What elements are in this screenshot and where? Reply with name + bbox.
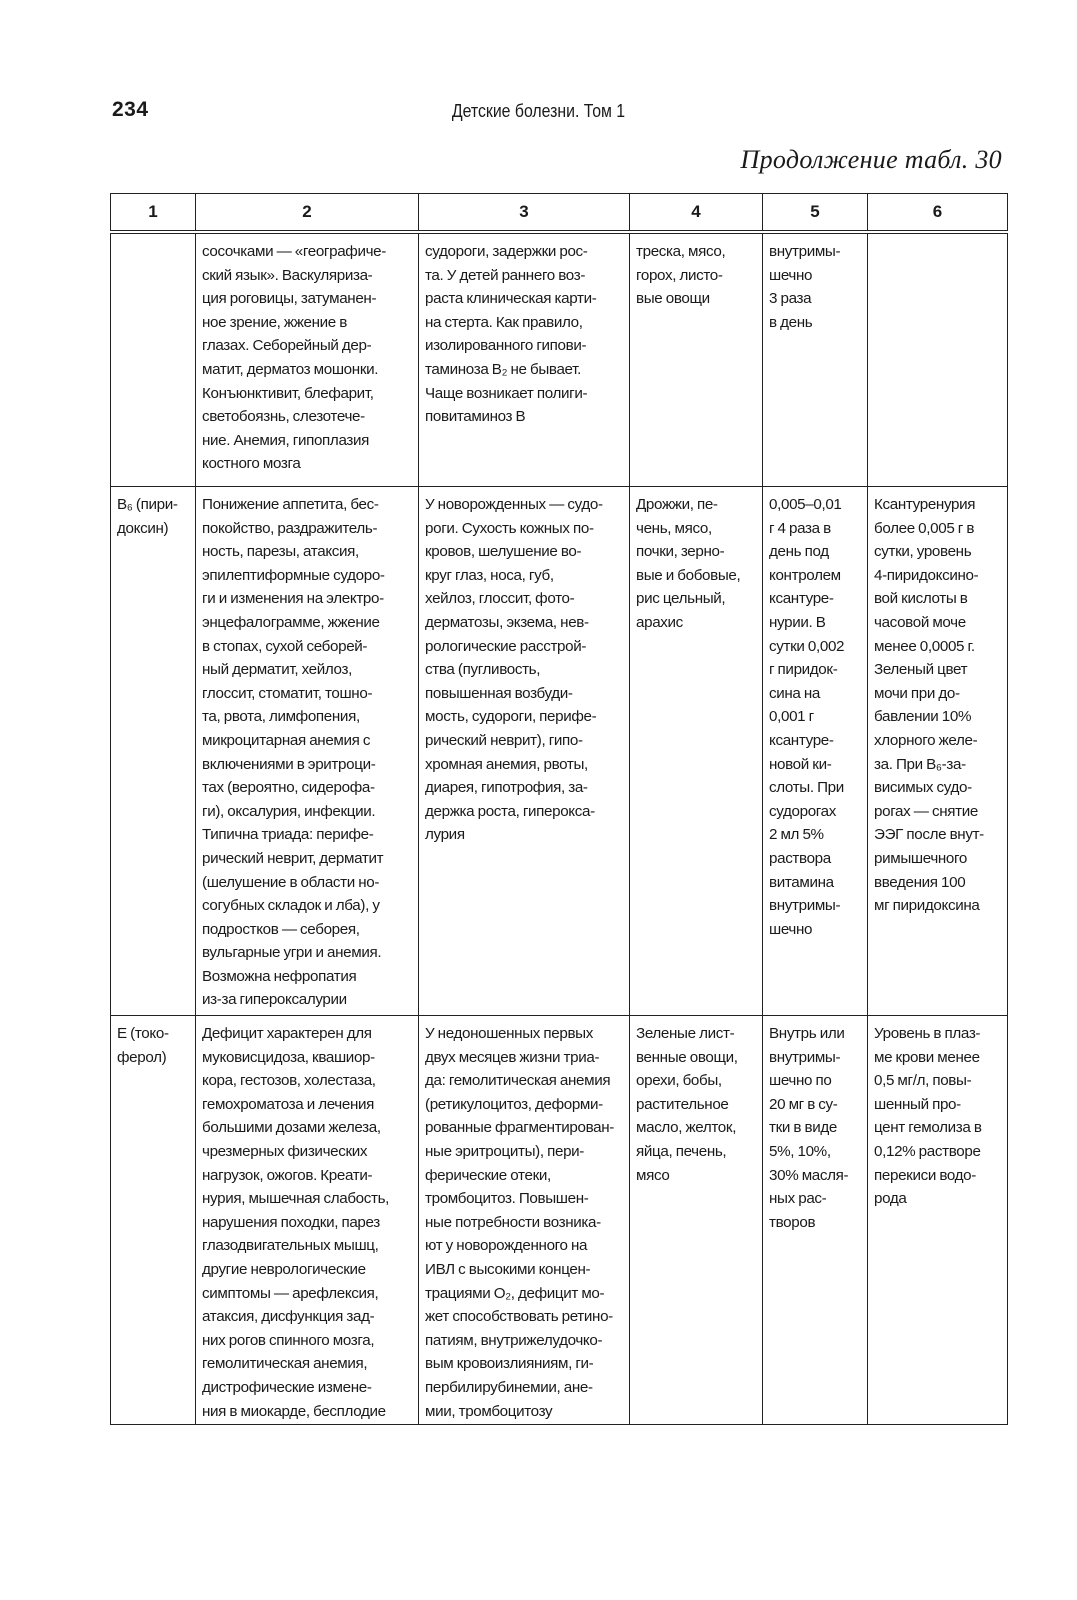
column-header-6: 6 bbox=[868, 194, 1008, 233]
column-header-1: 1 bbox=[111, 194, 196, 233]
column-header-5: 5 bbox=[763, 194, 868, 233]
table-row bbox=[111, 232, 1008, 487]
cell-text: У новорожденных — судо- роги. Сухость кожных по- кровов, шелушение во- круг глаз, носа, губ, хейлоз, глоссит, фото- дерматозы, экзема, нев- рологические расстрой- ства (пугливость, повышенная возбуди- мость, судороги, перифе- рический неврит), гипо- хромная анемия, рвоты, диарея, гипотрофия, за- держка роста, гипероксa- лурия bbox=[425, 496, 603, 844]
table-header-row bbox=[111, 194, 1008, 233]
table-row bbox=[111, 487, 1008, 1016]
cell-text: Дрожжи, пе- чень, мясо, почки, зерно- вые и бобовые, рис цельный, арахис bbox=[636, 496, 741, 631]
cell-text: судороги, задержки рос- та. У детей раннего воз- раста клиническая карти- на стерта. Как правило, изолированного гипови- таминоза B₂ не бывает. Чаще возникает полиги- повитаминоз B bbox=[425, 243, 597, 426]
cell-text: сосочками — «географиче- ский язык». Васкуляриза- ция роговицы, затуманен- ное зрение, жжение в глазах. Себорейный дер- матит, дерматоз мошонки. Конъюнктивит, блефарит, светобоязнь, слезотече- ние. Анемия, гипоплазия костного мозга bbox=[202, 243, 386, 473]
cell-text: Уровень в плаз- ме крови менее 0,5 мг/л, повы- шенный про- цент гемолиза в 0,12% растворе перекиси водо- рода bbox=[874, 1025, 982, 1208]
cell-text: треска, мясо, горох, листо- вые овощи bbox=[636, 243, 726, 308]
cell-sources bbox=[630, 487, 763, 1016]
cell-sources bbox=[630, 1016, 763, 1425]
cell-diagnostics bbox=[868, 232, 1008, 487]
cell-symptoms bbox=[196, 1016, 419, 1425]
cell-text: B₆ (пири- доксин) bbox=[117, 496, 178, 537]
column-header-3: 3 bbox=[419, 194, 630, 233]
cell-dosage bbox=[763, 487, 868, 1016]
column-header-2: 2 bbox=[196, 194, 419, 233]
cell-text: Дефицит характерен для муковисцидоза, квашиор- кора, гестозов, холестаза, гемохроматоза и лечения большими дозами железа, чрезмерных физических нагрузок, ожогов. Креати- нурия, мышечная слабость, нарушения походки, парез глазодвигательных мышц, другие неврологические симптомы — арефлексия, атаксия, дисфункция зад- них рогов спинного мозга, гемолитическая анемия, дистрофические измене- ния в миокарде, бесплодие bbox=[202, 1025, 390, 1420]
cell-text: У недоношенных первых двух месяцев жизни триа- да: гемолитическая анемия (ретикулоцитоз, деформи- рованные фрагментирован- ные эритроциты), пери- ферические отеки, тромбоцитоз. Повышен- ные потребности возника- ют у новорожденного на ИВЛ с высокими концен- трациями O₂, дефицит мо- жет способствовать ретино- патиям, внутрижелудочко- вым кровоизлияниям, ги- пербилирубинемии, ане- мии, тромбоцитозу bbox=[425, 1025, 615, 1420]
table-caption: Продолжение табл. 30 bbox=[740, 145, 1002, 174]
cell-vitamin bbox=[111, 487, 196, 1016]
cell-symptoms bbox=[196, 487, 419, 1016]
cell-text: Зеленые лист- венные овощи, орехи, бобы, растительное масло, желток, яйца, печень, мясо bbox=[636, 1025, 738, 1184]
cell-dosage bbox=[763, 1016, 868, 1425]
cell-features bbox=[419, 232, 630, 487]
cell-dosage bbox=[763, 232, 868, 487]
table-row bbox=[111, 1016, 1008, 1425]
cell-diagnostics bbox=[868, 1016, 1008, 1425]
cell-text: внутримы- шечно 3 раза в день bbox=[769, 243, 841, 331]
cell-diagnostics bbox=[868, 487, 1008, 1016]
cell-text: Ксантуренурия более 0,005 г в сутки, уровень 4-пиридоксино- вой кислоты в часовой моче менее 0,0005 г. Зеленый цвет мочи при до- бавлении 10% хлорного желе- за. При B₆-за- висимых судо- рогах — снятие ЭЭГ после внут- римышечного введения 100 мг пиридоксина bbox=[874, 496, 984, 915]
cell-text: Е (токо- ферол) bbox=[117, 1025, 169, 1066]
cell-symptoms bbox=[196, 232, 419, 487]
vitamin-table bbox=[110, 193, 1008, 1425]
cell-text: Понижение аппетита, бес- покойство, раздражитель- ность, парезы, атаксия, эпилептиформные судоро- ги и изменения на электро- энцефалограмме, жжение в стопах, сухой себорей- ный дерматит, хейлоз, глоссит, стоматит, тошно- та, рвота, лимфопения, микроцитарная анемия с включениями в эритроци- тах (вероятно, сидерофа- ги), оксалурия, инфекции. Типична триада: перифе- рический неврит, дерматит (шелушение в области но- согубных складок и лба), у подростков — себорея, вульгарные угри и анемия. Возможна нефропатия из-за гипероксалурии bbox=[202, 496, 385, 1009]
cell-vitamin bbox=[111, 1016, 196, 1425]
cell-text: 0,005–0,01 г 4 раза в день под контролем ксантуре- нурии. В сутки 0,002 г пиридок- сина на 0,001 г ксантуре- новой ки- слоты. При судорогах 2 мл 5% раствора витамина внутримы- шечно bbox=[769, 496, 845, 938]
page-number: 234 bbox=[112, 98, 149, 121]
cell-sources bbox=[630, 232, 763, 487]
cell-vitamin bbox=[111, 232, 196, 487]
running-title: Детские болезни. Том 1 bbox=[451, 101, 626, 121]
cell-features bbox=[419, 487, 630, 1016]
column-header-4: 4 bbox=[630, 194, 763, 233]
cell-features bbox=[419, 1016, 630, 1425]
cell-text: Внутрь или внутримы- шечно по 20 мг в су- тки в виде 5%, 10%, 30% масля- ных рас- творов bbox=[769, 1025, 849, 1231]
